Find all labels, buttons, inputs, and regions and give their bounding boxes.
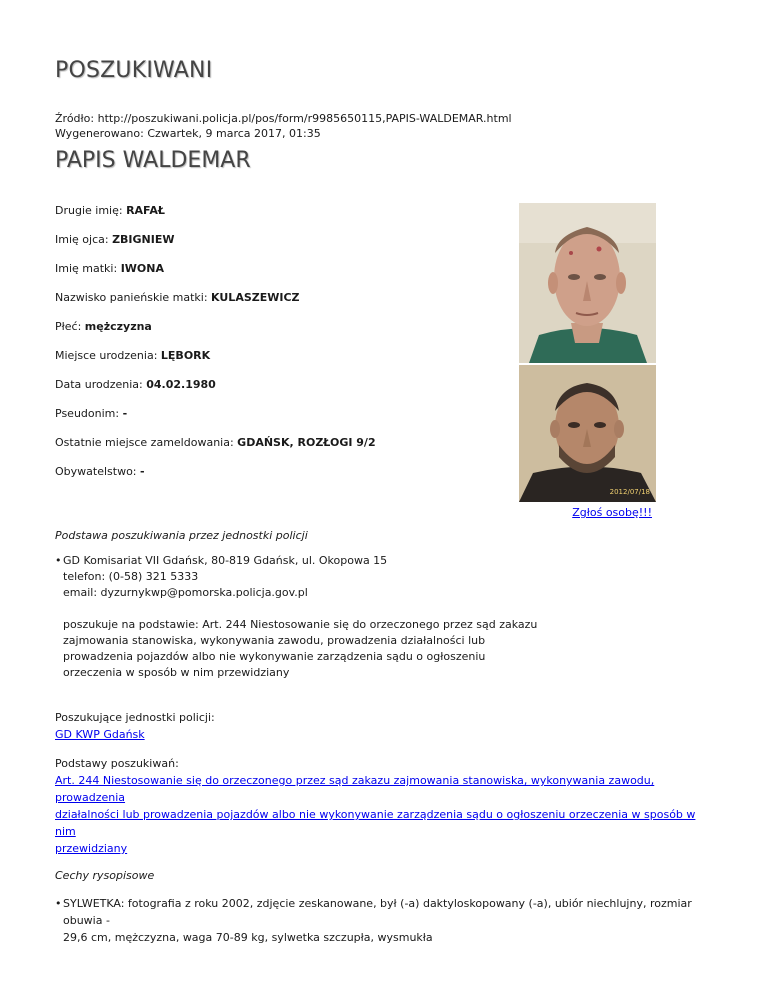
field-value: RAFAŁ: [126, 204, 165, 217]
features-heading: Cechy rysopisowe: [55, 869, 155, 882]
generated-date: Czwartek, 9 marca 2017, 01:35: [147, 127, 321, 140]
unit-email: email: dyzurnykwp@pomorska.policja.gov.pl: [63, 586, 308, 599]
person-fields: [55, 203, 495, 493]
field-value: ZBIGNIEW: [112, 233, 175, 246]
field-value: KULASZEWICZ: [211, 291, 300, 304]
field-label: Ostatnie miejsce zameldowania:: [55, 436, 234, 449]
legal-basis-line: poszukuje na podstawie: Art. 244 Niestosowanie się do orzeczonego przez sąd zakazu: [63, 618, 538, 631]
generated-line: [55, 126, 512, 141]
search-basis-link[interactable]: [55, 772, 715, 857]
legal-basis-line: orzeczenia w sposób w nim przewidziany: [63, 666, 290, 679]
document-meta: [55, 111, 512, 141]
search-basis-link-line: Art. 244 Niestosowanie się do orzeczonego przez sąd zakazu zajmowania stanowiska, wykonywania zawodu, prowadzenia: [55, 774, 655, 804]
features-entry: [55, 895, 715, 946]
field-value: LĘBORK: [160, 349, 211, 362]
field-label: Data urodzenia:: [55, 378, 143, 391]
legal-basis-line: zajmowania stanowiska, wykonywania zawodu, prowadzenia działalności lub: [63, 634, 486, 647]
field-label: Miejsce urodzenia:: [55, 349, 158, 362]
field-last-address: [55, 435, 495, 464]
field-nickname: [55, 406, 495, 435]
features-line: SYLWETKA: fotografia z roku 2002, zdjęcie zeskanowane, był (-a) daktyloskopowany (-a), ubiór niechlujny, rozmiar obuwia -: [63, 897, 692, 927]
field-label: Drugie imię:: [55, 204, 123, 217]
field-father-name: [55, 232, 495, 261]
searching-units-label: Poszukujące jednostki policji:: [55, 711, 215, 724]
field-label: Pseudonim:: [55, 407, 120, 420]
report-person-link[interactable]: Zgłoś osobę!!!: [572, 506, 652, 519]
photo-date-stamp: 2012/07/18: [609, 488, 650, 496]
search-basis: [55, 755, 715, 857]
field-value: -: [140, 465, 145, 478]
source-line: [55, 111, 512, 126]
field-value: IWONA: [120, 262, 164, 275]
field-birthplace: [55, 348, 495, 377]
search-basis-link-line: przewidziany: [55, 842, 128, 855]
person-name: PAPIS WALDEMAR: [55, 148, 251, 173]
field-value: mężczyzna: [84, 320, 152, 333]
bullet-dot: •: [55, 554, 62, 567]
features-line: 29,6 cm, mężczyzna, waga 70-89 kg, sylwetka szczupła, wysmukła: [63, 931, 433, 944]
legal-basis-line: prowadzenia pojazdów albo nie wykonywanie zarządzenia sądu o ogłoszeniu: [63, 650, 486, 663]
field-mother-name: [55, 261, 495, 290]
field-label: Imię matki:: [55, 262, 118, 275]
field-value: 04.02.1980: [146, 378, 216, 391]
unit-name: GD Komisariat VII Gdańsk, 80-819 Gdańsk, ul. Okopowa 15: [63, 554, 388, 567]
search-basis-label: Podstawy poszukiwań:: [55, 757, 179, 770]
search-basis-link-line: działalności lub prowadzenia pojazdów albo nie wykonywanie zarządzenia sądu o ogłoszeniu orzeczenia w sposób w nim: [55, 808, 696, 838]
searching-units: [55, 709, 715, 743]
bullet-dot: •: [55, 897, 62, 910]
source-label: Źródło:: [55, 112, 95, 125]
generated-label: Wygenerowano:: [55, 127, 144, 140]
person-photo-1: [519, 203, 656, 363]
field-value: GDAŃSK, ROZŁOGI 9/2: [237, 436, 376, 449]
site-title: POSZUKIWANI: [55, 58, 213, 83]
field-second-name: [55, 203, 495, 232]
person-photo-2: [519, 365, 656, 502]
field-label: Imię ojca:: [55, 233, 109, 246]
field-birthdate: [55, 377, 495, 406]
source-url: http://poszukiwani.policja.pl/pos/form/r9985650115,PAPIS-WALDEMAR.html: [97, 112, 512, 125]
field-label: Płeć:: [55, 320, 82, 333]
field-sex: [55, 319, 495, 348]
searching-unit-link[interactable]: GD KWP Gdańsk: [55, 728, 145, 741]
basis-unit-entry: [55, 553, 715, 681]
field-label: Nazwisko panieńskie matki:: [55, 291, 208, 304]
unit-phone: telefon: (0-58) 321 5333: [63, 570, 199, 583]
field-value: -: [122, 407, 128, 420]
field-mother-maiden-name: [55, 290, 495, 319]
field-label: Obywatelstwo:: [55, 465, 137, 478]
field-citizenship: [55, 464, 495, 493]
basis-heading: Podstawa poszukiwania przez jednostki policji: [55, 529, 308, 542]
